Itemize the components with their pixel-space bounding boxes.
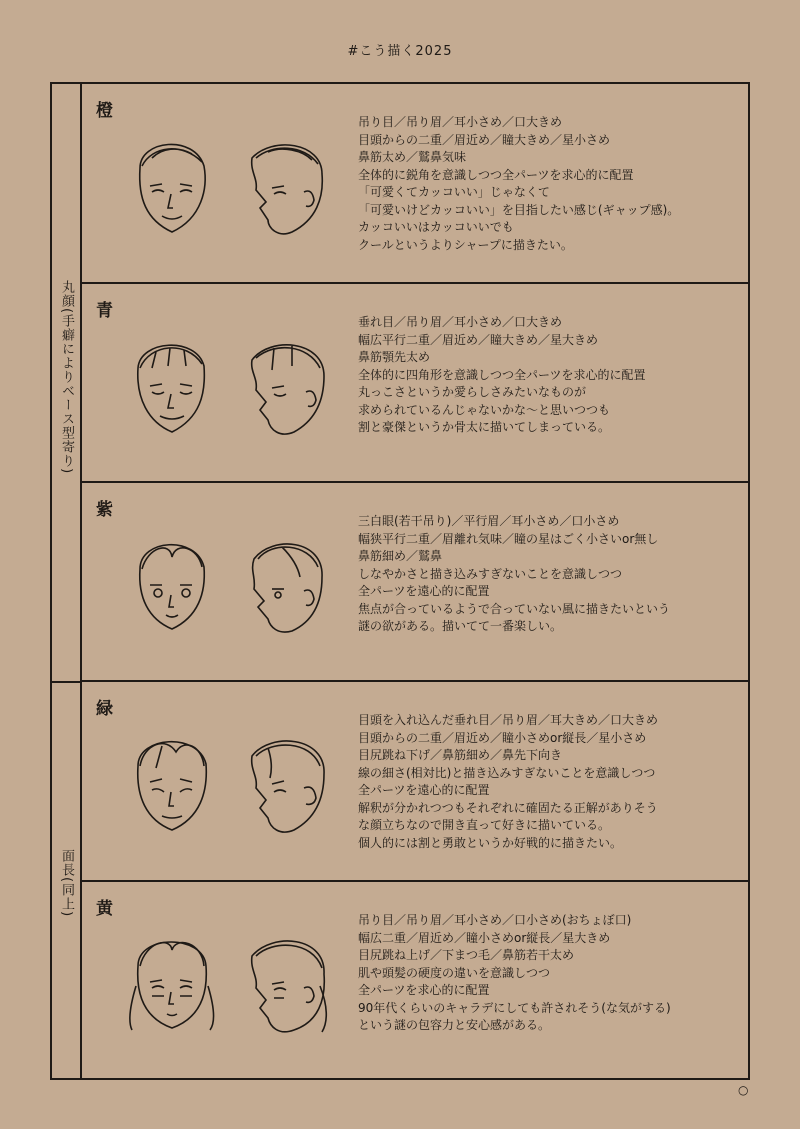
profile-face-sketch: [252, 941, 327, 1032]
character-row-yellow: [82, 882, 748, 1078]
face-sketches: [122, 726, 342, 846]
row-name: 橙: [96, 101, 113, 121]
face-sketches: [122, 328, 342, 448]
note-line: 焦点が合っているようで合っていない風に描きたいという: [358, 601, 671, 616]
side-label-long-face: 面長(同上): [59, 849, 74, 918]
note-line: カッコいいはカッコいいでも: [358, 220, 514, 234]
note-line: 幅狭平行二重／眉離れ気味／瞳の星はごく小さいor無し: [358, 531, 659, 546]
note-line: 三白眼(若干吊り)／平行眉／耳小さめ／口小さめ: [358, 514, 620, 528]
side-column: [52, 84, 82, 1078]
note-line: 幅広二重／眉近め／瞳小さめor縦長／星大きめ: [358, 930, 611, 945]
note-line: しなやかさと描き込みすぎないことを意識しつつ: [358, 566, 623, 581]
note-line: 「可愛いけどカッコいい」を目指したい感じ(ギャップ感)。: [358, 202, 680, 217]
note-line: クールというよりシャープに描きたい。: [358, 237, 573, 252]
face-sketches: [122, 527, 342, 647]
note-line: という謎の包容力と安心感がある。: [358, 1018, 551, 1032]
note-line: 割と豪傑というか骨太に描いてしまっている。: [358, 420, 611, 434]
note-line: 目尻跳ね下げ／鼻筋細め／鼻先下向き: [358, 748, 563, 762]
note-line: 全パーツを遠心的に配置: [358, 783, 490, 797]
row-notes: [358, 712, 748, 852]
note-line: 丸っこさというか愛らしさみたいなものが: [358, 385, 587, 399]
face-sketches: [122, 926, 342, 1046]
note-line: 線の細さ(相対比)と描き込みすぎないことを意識しつつ: [358, 765, 656, 780]
note-line: 解釈が分かれつつもそれぞれに確固たる正解がありそう: [358, 800, 658, 815]
note-line: 目頭からの二重／眉近め／瞳大きめ／星小さめ: [358, 132, 611, 147]
character-row-blue: [82, 284, 748, 483]
row-notes: [358, 912, 748, 1035]
row-name: 青: [96, 301, 113, 321]
front-face-sketch: [140, 144, 205, 232]
side-divider: [52, 681, 80, 683]
note-line: 目頭を入れ込んだ垂れ目／吊り眉／耳大きめ／口大きめ: [358, 713, 659, 727]
note-line: 垂れ目／吊り眉／耳小さめ／口大きめ: [358, 315, 563, 329]
note-line: 全パーツを遠心的に配置: [358, 584, 490, 598]
note-line: 全体的に四角形を意識しつつ全パーツを求心的に配置: [358, 367, 646, 382]
row-notes: [358, 114, 748, 254]
face-sketches: [122, 128, 342, 248]
note-line: 90年代くらいのキャラデにしても許されそう(な気がする): [358, 1000, 671, 1015]
character-row-purple: [82, 483, 748, 682]
character-row-green: [82, 682, 748, 882]
row-name: 黄: [96, 899, 113, 919]
character-row-orange: [82, 84, 748, 284]
side-label-round-face: 丸顔(手癖によりベース型寄り): [59, 280, 74, 475]
note-line: 「可愛くてカッコいい」じゃなくて: [358, 185, 550, 199]
profile-face-sketch: [252, 145, 323, 234]
note-line: な顔立ちなので開き直って好きに描いている。: [358, 818, 611, 832]
profile-face-sketch: [252, 345, 324, 434]
note-line: 鼻筋細め／鷲鼻: [358, 549, 443, 563]
comparison-table: [50, 82, 750, 1080]
note-line: 吊り目／吊り眉／耳小さめ／口小さめ(おちょぼ口): [358, 913, 632, 927]
row-name: 緑: [96, 699, 113, 719]
note-line: 全体的に鋭角を意識しつつ全パーツを求心的に配置: [358, 167, 634, 182]
row-notes: [358, 314, 748, 437]
note-line: 鼻筋太め／鷲鼻気味: [358, 150, 467, 164]
note-line: 吊り目／吊り眉／耳小さめ／口大きめ: [358, 115, 563, 129]
profile-face-sketch: [253, 544, 322, 632]
corner-mark: ○: [738, 1083, 749, 1097]
note-line: 幅広平行二重／眉近め／瞳大きめ／星大きめ: [358, 332, 599, 347]
note-line: 全パーツを求心的に配置: [358, 983, 490, 997]
row-name: 紫: [96, 500, 113, 520]
front-face-sketch: [130, 942, 214, 1030]
front-face-sketch: [138, 345, 205, 432]
front-face-sketch: [138, 742, 207, 830]
page-title: #こう描く2025: [347, 44, 453, 59]
row-notes: [358, 513, 748, 636]
front-face-sketch: [140, 545, 205, 629]
note-line: 目尻跳ね上げ／下まつ毛／鼻筋若干太め: [358, 948, 575, 962]
note-line: 目頭からの二重／眉近め／瞳小さめor縦長／星小さめ: [358, 730, 647, 745]
note-line: 個人的には割と勇敢というか好戦的に描きたい。: [358, 835, 623, 850]
profile-face-sketch: [252, 741, 324, 832]
note-line: 鼻筋顎先太め: [358, 350, 431, 364]
note-line: 求められているんじゃないかな〜と思いつつも: [358, 402, 611, 417]
note-line: 謎の欲がある。描いてて一番楽しい。: [358, 619, 563, 633]
note-line: 肌や頭髪の硬度の違いを意識しつつ: [358, 965, 551, 980]
